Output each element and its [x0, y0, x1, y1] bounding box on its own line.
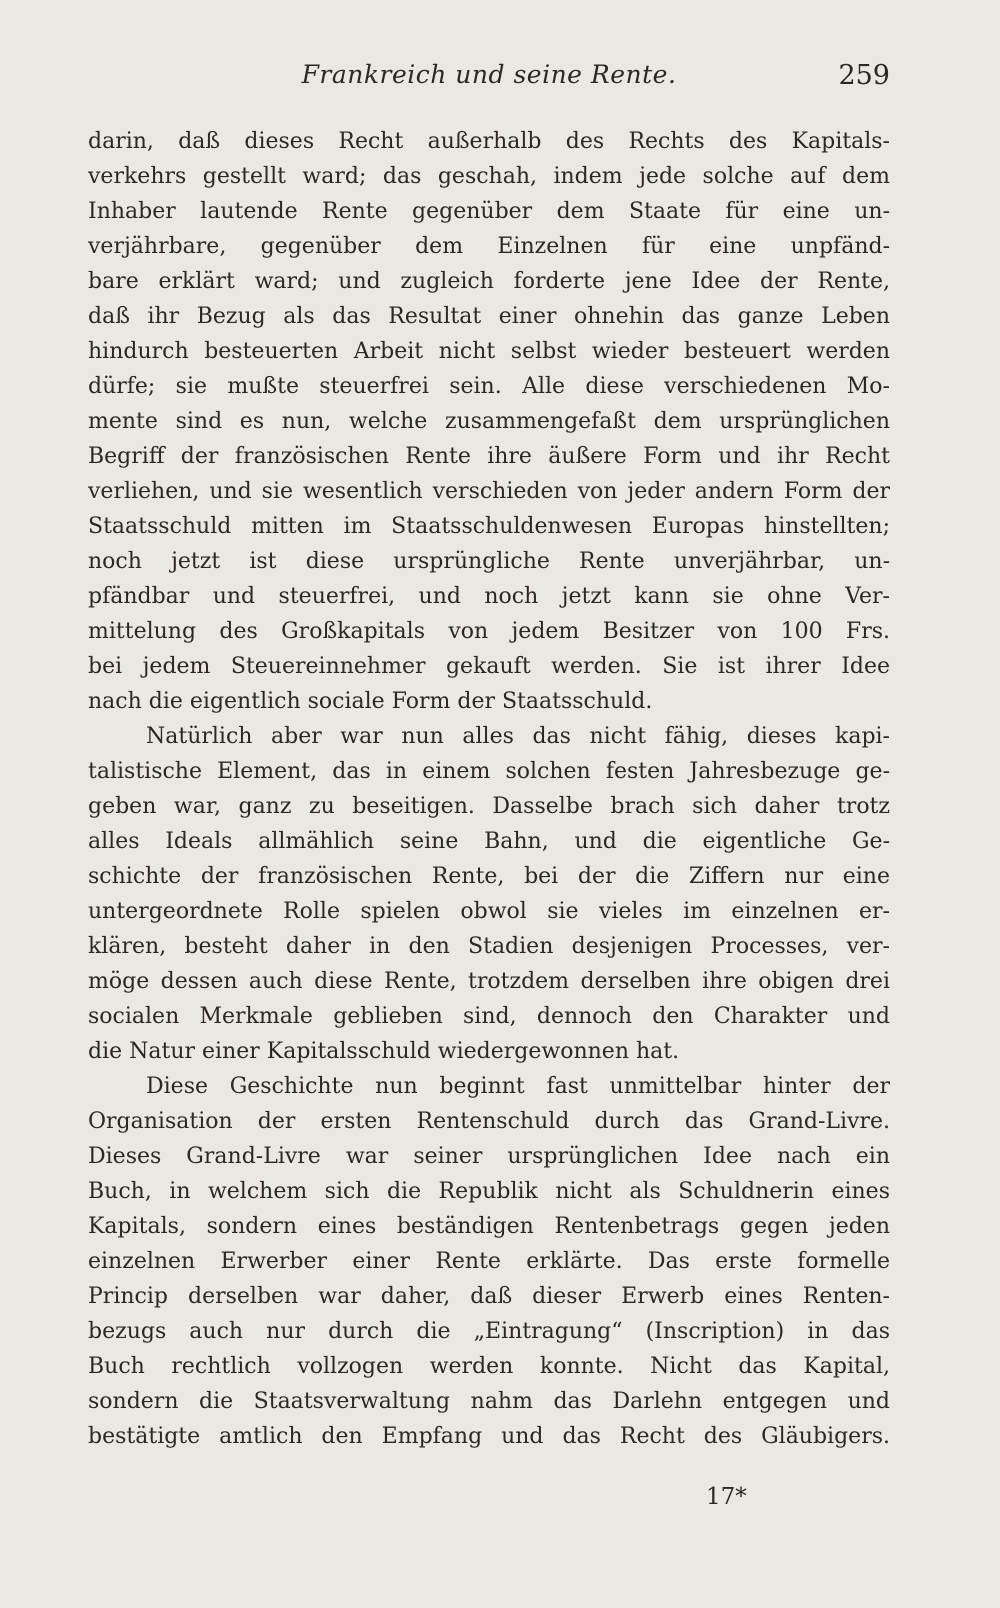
text-line: daß ihr Bezug als das Resultat einer ohnehin das ganze Leben — [88, 304, 890, 329]
text-line: Dieses Grand-Livre war seiner ursprünglichen Idee nach ein — [88, 1144, 890, 1169]
text-line: Princip derselben war daher, daß dieser Erwerb eines Renten- — [88, 1284, 890, 1309]
text-line: schichte der französischen Rente, bei der die Ziffern nur eine — [88, 864, 890, 889]
text-line: sondern die Staatsverwaltung nahm das Darlehn entgegen und — [88, 1389, 890, 1414]
text-line: alles Ideals allmählich seine Bahn, und die eigentliche Ge- — [88, 829, 890, 854]
text-line: klären, besteht daher in den Stadien desjenigen Processes, ver- — [88, 934, 890, 959]
text-line: Diese Geschichte nun beginnt fast unmittelbar hinter der — [146, 1074, 890, 1099]
page-number: 259 — [838, 60, 890, 91]
text-line: Kapitals, sondern eines beständigen Rentenbetrags gegen jeden — [88, 1214, 890, 1239]
text-line: talistische Element, das in einem solchen festen Jahresbezuge ge- — [88, 759, 890, 784]
text-line: hindurch besteuerten Arbeit nicht selbst wieder besteuert werden — [88, 339, 890, 364]
text-line: verliehen, und sie wesentlich verschieden von jeder andern Form der — [88, 479, 890, 504]
text-line: verkehrs gestellt ward; das geschah, indem jede solche auf dem — [88, 164, 890, 189]
text-line: bestätigte amtlich den Empfang und das Recht des Gläubigers. — [88, 1424, 890, 1449]
text-line: darin, daß dieses Recht außerhalb des Rechts des Kapitals- — [88, 129, 890, 154]
text-line: Buch, in welchem sich die Republik nicht als Schuldnerin eines — [88, 1179, 890, 1204]
page-header — [88, 60, 890, 100]
text-line: untergeordnete Rolle spielen obwol sie vieles im einzelnen er- — [88, 899, 890, 924]
text-line: bezugs auch nur durch die „Eintragung“ (Inscription) in das — [88, 1319, 890, 1344]
text-line: geben war, ganz zu beseitigen. Dasselbe brach sich daher trotz — [88, 794, 890, 819]
running-title: Frankreich und seine Rente. — [301, 60, 677, 89]
text-line: die Natur einer Kapitalsschuld wiedergewonnen hat. — [88, 1039, 680, 1064]
text-line: pfändbar und steuerfrei, und noch jetzt kann sie ohne Ver- — [88, 584, 890, 609]
text-line: Inhaber lautende Rente gegenüber dem Staate für eine un- — [88, 199, 890, 224]
text-line: mente sind es nun, welche zusammengefaßt dem ursprünglichen — [88, 409, 890, 434]
text-line: dürfe; sie mußte steuerfrei sein. Alle diese verschiedenen Mo- — [88, 374, 890, 399]
text-line: möge dessen auch diese Rente, trotzdem derselben ihre obigen drei — [88, 969, 890, 994]
text-line: bare erklärt ward; und zugleich forderte jene Idee der Rente, — [88, 269, 890, 294]
text-line: Staatsschuld mitten im Staatsschuldenwesen Europas hinstellten; — [88, 514, 890, 539]
text-line: bei jedem Steuereinnehmer gekauft werden. Sie ist ihrer Idee — [88, 654, 890, 679]
body-text — [88, 124, 890, 1454]
text-line: nach die eigentlich sociale Form der Staatsschuld. — [88, 689, 653, 714]
text-line: Natürlich aber war nun alles das nicht fähig, dieses kapi- — [146, 724, 890, 749]
text-line: Buch rechtlich vollzogen werden konnte. Nicht das Kapital, — [88, 1354, 890, 1379]
signature-mark: 17* — [706, 1484, 747, 1510]
text-line: Begriff der französischen Rente ihre äußere Form und ihr Recht — [88, 444, 890, 469]
text-line: noch jetzt ist diese ursprüngliche Rente unverjährbar, un- — [88, 549, 890, 574]
text-line: mittelung des Großkapitals von jedem Besitzer von 100 Frs. — [88, 619, 890, 644]
text-line: Organisation der ersten Rentenschuld durch das Grand-Livre. — [88, 1109, 890, 1134]
text-line: verjährbare, gegenüber dem Einzelnen für eine unpfänd- — [88, 234, 890, 259]
text-line: socialen Merkmale geblieben sind, dennoch den Charakter und — [88, 1004, 890, 1029]
text-line: einzelnen Erwerber einer Rente erklärte. Das erste formelle — [88, 1249, 890, 1274]
